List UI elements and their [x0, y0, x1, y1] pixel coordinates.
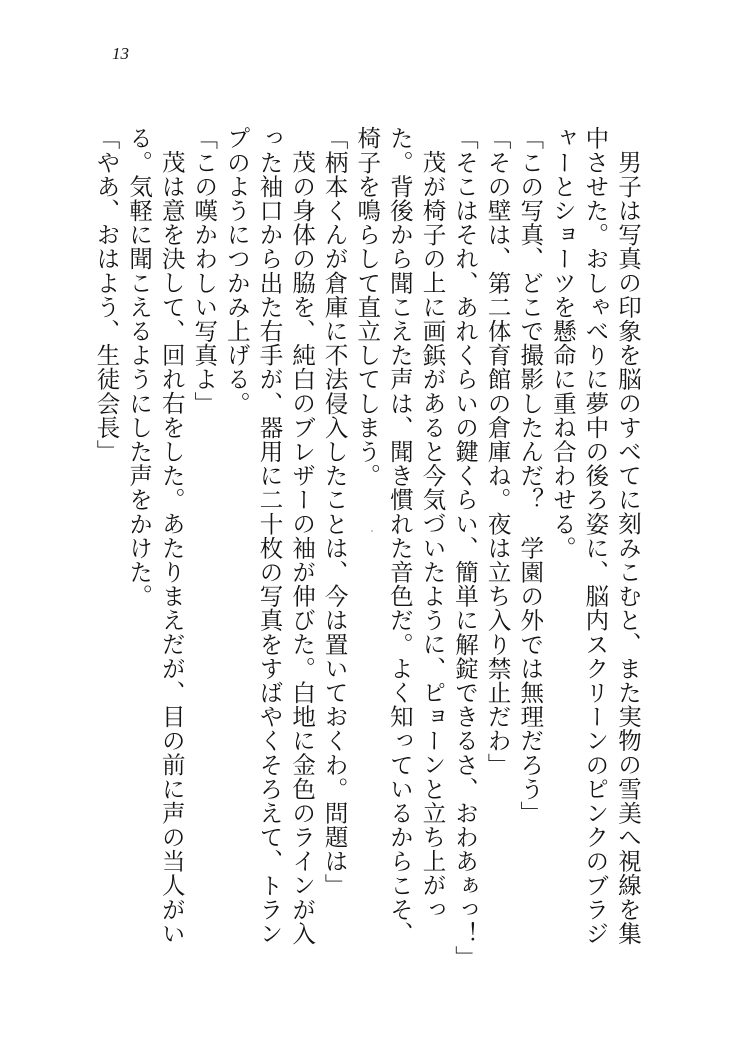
dialogue-line: 「この写真、どこで撮影したんだ？ 学園の外では無理だろう」: [516, 126, 545, 825]
scan-speck: [371, 530, 373, 532]
page-number: 13: [112, 44, 129, 63]
dialogue-line: 「やあ、おはよう、生徒会長」: [92, 126, 121, 464]
dialogue-line: 「この嘆かわしい写真よ」: [190, 126, 219, 416]
dialogue-line: 「そこはそれ、あれくらいの鍵くらい、簡単に解錠できるさ、おわあぁっ！」: [451, 126, 480, 970]
novel-body-text: [90, 126, 644, 970]
dialogue-line: 「その壁は、第二体育館の倉庫ね。夜は立ち入り禁止だわ」: [483, 126, 512, 777]
paragraph: 茂の身体の脇を、純白のブレザーの袖が伸びた。白地に金色のラインが入った袖口から出た右手が、器用に二十枚の写真をすばやくそろえて、トランプのようにつかみ上げる。: [222, 126, 317, 946]
paragraph: 茂は意を決して、回れ右をした。あたりまえだが、目の前に声の当人がいる。気軽に聞こえるようにした声をかけた。: [125, 126, 186, 945]
dialogue-line: 「柄本くんが倉庫に不法侵入したことは、今は置いておくわ。問題は」: [320, 126, 349, 898]
paragraph: 男子は写真の印象を脳のすべてに刻みこむと、また実物の雪美へ視線を集中させた。おしゃべりに夢中の後ろ姿に、脳内スクリーンのピンクのブラジャーとショーツを懸命に重ね合わせる。: [548, 126, 642, 946]
paragraph: 茂が椅子の上に画鋲があると今気づいたように、ピョーンと立ち上がった。背後から聞こえた声は、聞き慣れた音色だ。よく知っているからこそ、椅子を鳴らして直立してしまう。: [353, 126, 447, 946]
